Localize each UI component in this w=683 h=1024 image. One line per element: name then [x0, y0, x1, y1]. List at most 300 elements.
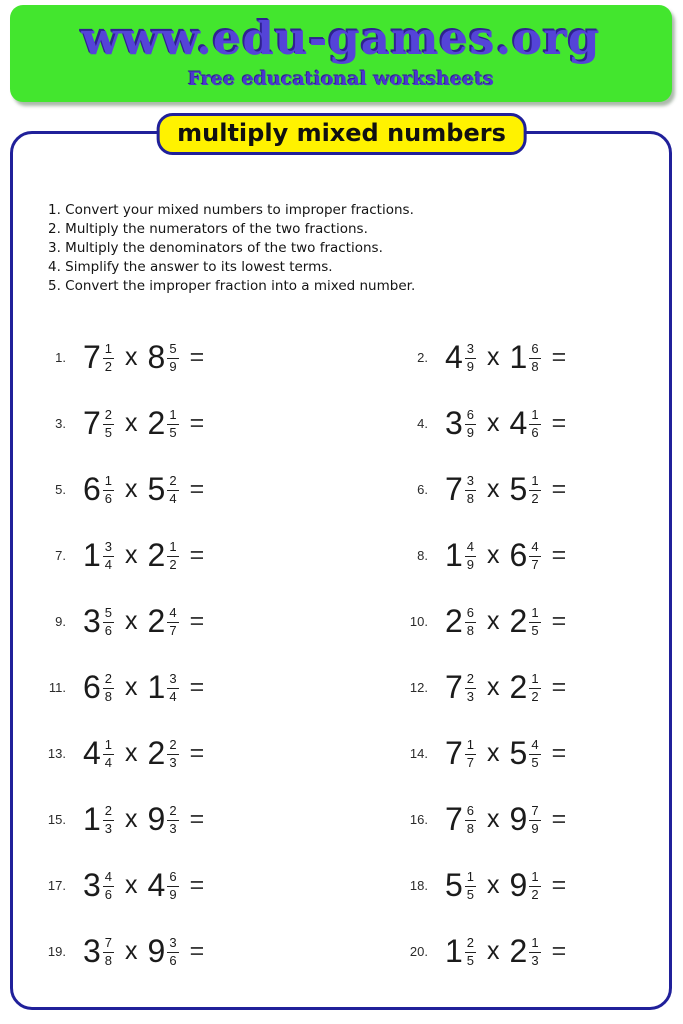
mixed-number-b — [148, 341, 179, 374]
fraction — [167, 408, 178, 441]
fraction — [465, 342, 476, 375]
problem-number: 15. — [47, 811, 66, 827]
problem-expression — [83, 473, 204, 506]
denominator: 2 — [531, 490, 539, 506]
problem-expression — [445, 341, 566, 374]
multiply-sign: x — [487, 540, 500, 569]
numerator: 1 — [103, 474, 114, 491]
problems-grid — [36, 324, 656, 984]
mixed-number-b — [148, 539, 179, 572]
instructions — [48, 201, 415, 296]
fraction — [103, 672, 114, 705]
multiply-sign: x — [125, 738, 138, 767]
multiply-sign: x — [487, 738, 500, 767]
fraction — [465, 804, 476, 837]
mixed-number-a — [83, 935, 114, 968]
mixed-number-a — [83, 869, 114, 902]
worksheet-title: multiply mixed numbers — [156, 113, 527, 155]
mixed-number-b — [510, 605, 541, 638]
fraction — [103, 606, 114, 639]
numerator: 4 — [529, 540, 540, 557]
fraction — [529, 870, 540, 903]
whole-number: 4 — [509, 405, 528, 441]
multiply-sign: x — [125, 672, 138, 701]
numerator: 1 — [167, 540, 178, 557]
problem-number: 16. — [409, 811, 428, 827]
mixed-number-a — [83, 737, 114, 770]
whole-number: 2 — [509, 933, 528, 969]
numerator: 3 — [465, 474, 476, 491]
numerator: 1 — [529, 606, 540, 623]
equals-sign: = — [189, 936, 205, 965]
numerator: 2 — [167, 804, 178, 821]
whole-number: 6 — [509, 537, 528, 573]
numerator: 2 — [167, 738, 178, 755]
fraction — [465, 408, 476, 441]
denominator: 3 — [466, 688, 475, 704]
equals-sign: = — [551, 342, 567, 371]
problem-number: 18. — [409, 877, 428, 893]
mixed-number-b — [510, 539, 541, 572]
mixed-number-a — [445, 935, 476, 968]
fraction — [167, 474, 178, 507]
numerator: 2 — [465, 936, 476, 953]
mixed-number-b — [510, 473, 541, 506]
equals-sign: = — [551, 738, 567, 767]
numerator: 2 — [167, 474, 178, 491]
fraction — [167, 870, 178, 903]
problem-expression — [445, 539, 566, 572]
denominator: 6 — [104, 886, 113, 902]
problem-row — [398, 605, 656, 638]
fraction — [103, 804, 114, 837]
numerator: 5 — [103, 606, 114, 623]
equals-sign: = — [551, 606, 567, 635]
numerator: 1 — [529, 474, 540, 491]
problem-number: 19. — [47, 943, 66, 959]
numerator: 4 — [465, 540, 476, 557]
numerator: 5 — [167, 342, 178, 359]
whole-number: 7 — [445, 471, 463, 507]
denominator: 5 — [104, 424, 113, 440]
whole-number: 2 — [147, 537, 166, 573]
problem-row — [36, 671, 398, 704]
problem-expression — [83, 671, 204, 704]
site-url: www.edu-games.org — [81, 12, 601, 65]
fraction — [103, 936, 114, 969]
denominator: 5 — [531, 754, 539, 770]
problem-number: 6. — [417, 481, 428, 497]
numerator: 1 — [529, 870, 540, 887]
fraction — [167, 342, 178, 375]
mixed-number-a — [445, 869, 476, 902]
fraction — [465, 738, 476, 771]
problem-number: 10. — [409, 613, 428, 629]
mixed-number-a — [83, 341, 114, 374]
fraction — [529, 540, 540, 573]
multiply-sign: x — [487, 870, 500, 899]
mixed-number-a — [445, 737, 476, 770]
denominator: 7 — [466, 754, 475, 770]
problem-expression — [83, 341, 204, 374]
numerator: 2 — [103, 672, 114, 689]
problem-row — [398, 671, 656, 704]
whole-number: 2 — [509, 669, 528, 705]
numerator: 7 — [529, 804, 540, 821]
denominator: 2 — [531, 886, 539, 902]
denominator: 5 — [466, 886, 475, 902]
whole-number: 1 — [445, 537, 463, 573]
whole-number: 2 — [509, 603, 528, 639]
multiply-sign: x — [487, 408, 500, 437]
fraction — [103, 540, 114, 573]
problem-number: 13. — [47, 745, 66, 761]
numerator: 1 — [529, 408, 540, 425]
site-tagline: Free educational worksheets — [187, 68, 494, 90]
whole-number: 7 — [83, 405, 101, 441]
fraction — [529, 606, 540, 639]
numerator: 4 — [167, 606, 178, 623]
denominator: 7 — [169, 622, 177, 638]
numerator: 1 — [103, 738, 114, 755]
fraction — [465, 672, 476, 705]
whole-number: 2 — [147, 405, 166, 441]
numerator: 3 — [167, 672, 178, 689]
mixed-number-b — [510, 341, 541, 374]
whole-number: 9 — [147, 801, 166, 837]
equals-sign: = — [551, 936, 567, 965]
problem-number: 20. — [409, 943, 428, 959]
mixed-number-b — [510, 407, 541, 440]
fraction — [103, 738, 114, 771]
denominator: 4 — [104, 754, 113, 770]
problem-row — [36, 341, 398, 374]
equals-sign: = — [189, 804, 205, 833]
whole-number: 3 — [445, 405, 463, 441]
numerator: 3 — [103, 540, 114, 557]
equals-sign: = — [189, 540, 205, 569]
numerator: 6 — [465, 408, 476, 425]
fraction — [167, 936, 178, 969]
problem-row — [398, 539, 656, 572]
equals-sign: = — [189, 606, 205, 635]
denominator: 9 — [169, 358, 177, 374]
fraction — [465, 870, 476, 903]
mixed-number-a — [445, 605, 476, 638]
problem-number: 1. — [55, 349, 66, 365]
mixed-number-a — [83, 407, 114, 440]
problem-expression — [445, 737, 566, 770]
problem-number: 3. — [55, 415, 66, 431]
numerator: 3 — [465, 342, 476, 359]
fraction — [167, 672, 178, 705]
problem-expression — [445, 407, 566, 440]
whole-number: 5 — [509, 735, 528, 771]
problem-row — [36, 935, 398, 968]
mixed-number-a — [445, 803, 476, 836]
denominator: 8 — [466, 820, 475, 836]
problem-expression — [445, 605, 566, 638]
whole-number: 1 — [509, 339, 528, 375]
whole-number: 5 — [509, 471, 528, 507]
mixed-number-a — [445, 407, 476, 440]
mixed-number-a — [83, 539, 114, 572]
multiply-sign: x — [487, 936, 500, 965]
whole-number: 7 — [445, 801, 463, 837]
mixed-number-b — [510, 671, 541, 704]
fraction — [465, 540, 476, 573]
fraction — [167, 738, 178, 771]
denominator: 3 — [531, 952, 539, 968]
whole-number: 2 — [147, 603, 166, 639]
instruction-line: 5. Convert the improper fraction into a mixed number. — [48, 278, 416, 294]
multiply-sign: x — [125, 408, 138, 437]
problem-expression — [83, 869, 204, 902]
numerator: 1 — [465, 738, 476, 755]
fraction — [167, 606, 178, 639]
problem-row — [36, 605, 398, 638]
problem-row — [398, 869, 656, 902]
fraction — [103, 342, 114, 375]
fraction — [103, 870, 114, 903]
problem-row — [398, 407, 656, 440]
mixed-number-b — [510, 737, 541, 770]
equals-sign: = — [189, 342, 205, 371]
problem-row — [36, 407, 398, 440]
problem-expression — [83, 935, 204, 968]
mixed-number-a — [445, 671, 476, 704]
problem-number: 7. — [55, 547, 66, 563]
whole-number: 5 — [445, 867, 463, 903]
mixed-number-a — [83, 803, 114, 836]
numerator: 6 — [167, 870, 178, 887]
numerator: 1 — [465, 870, 476, 887]
denominator: 6 — [104, 490, 113, 506]
problem-row — [36, 737, 398, 770]
whole-number: 7 — [445, 669, 463, 705]
denominator: 8 — [466, 490, 475, 506]
equals-sign: = — [189, 408, 205, 437]
mixed-number-a — [83, 605, 114, 638]
multiply-sign: x — [125, 804, 138, 833]
whole-number: 3 — [83, 867, 101, 903]
mixed-number-b — [148, 737, 179, 770]
numerator: 4 — [103, 870, 114, 887]
equals-sign: = — [189, 738, 205, 767]
denominator: 5 — [169, 424, 177, 440]
mixed-number-a — [445, 341, 476, 374]
mixed-number-b — [148, 935, 179, 968]
whole-number: 2 — [445, 603, 463, 639]
fraction — [465, 936, 476, 969]
mixed-number-a — [445, 539, 476, 572]
denominator: 4 — [169, 688, 177, 704]
problem-row — [398, 935, 656, 968]
equals-sign: = — [551, 870, 567, 899]
whole-number: 6 — [83, 669, 101, 705]
multiply-sign: x — [125, 540, 138, 569]
equals-sign: = — [551, 474, 567, 503]
fraction — [529, 408, 540, 441]
fraction — [465, 606, 476, 639]
whole-number: 4 — [445, 339, 463, 375]
whole-number: 1 — [147, 669, 166, 705]
problem-number: 14. — [409, 745, 428, 761]
denominator: 8 — [531, 358, 539, 374]
numerator: 6 — [529, 342, 540, 359]
multiply-sign: x — [125, 870, 138, 899]
problem-expression — [445, 869, 566, 902]
fraction — [103, 408, 114, 441]
mixed-number-a — [445, 473, 476, 506]
mixed-number-b — [148, 671, 179, 704]
problem-row — [398, 341, 656, 374]
multiply-sign: x — [487, 672, 500, 701]
fraction — [529, 672, 540, 705]
problem-expression — [83, 539, 204, 572]
denominator: 4 — [104, 556, 113, 572]
multiply-sign: x — [487, 804, 500, 833]
denominator: 9 — [466, 556, 475, 572]
whole-number: 9 — [509, 801, 528, 837]
multiply-sign: x — [125, 474, 138, 503]
numerator: 2 — [465, 672, 476, 689]
numerator: 2 — [103, 804, 114, 821]
numerator: 1 — [103, 342, 114, 359]
denominator: 8 — [466, 622, 475, 638]
denominator: 2 — [169, 556, 177, 572]
problem-row — [36, 473, 398, 506]
denominator: 2 — [531, 688, 539, 704]
fraction — [529, 804, 540, 837]
whole-number: 6 — [83, 471, 101, 507]
mixed-number-b — [510, 869, 541, 902]
problem-expression — [83, 407, 204, 440]
whole-number: 3 — [83, 603, 101, 639]
problem-expression — [445, 671, 566, 704]
problem-number: 2. — [417, 349, 428, 365]
fraction — [167, 804, 178, 837]
multiply-sign: x — [125, 936, 138, 965]
mixed-number-b — [148, 605, 179, 638]
multiply-sign: x — [487, 342, 500, 371]
fraction — [103, 474, 114, 507]
multiply-sign: x — [487, 474, 500, 503]
instruction-line: 4. Simplify the answer to its lowest terms. — [48, 259, 333, 275]
problem-number: 12. — [409, 679, 428, 695]
problem-row — [398, 473, 656, 506]
problem-number: 11. — [48, 679, 66, 695]
mixed-number-b — [148, 473, 179, 506]
numerator: 3 — [167, 936, 178, 953]
instruction-line: 2. Multiply the numerators of the two fractions. — [48, 221, 368, 237]
problem-expression — [445, 803, 566, 836]
mixed-number-a — [83, 671, 114, 704]
denominator: 5 — [466, 952, 475, 968]
problem-row — [36, 803, 398, 836]
site-banner — [10, 5, 672, 102]
equals-sign: = — [551, 672, 567, 701]
whole-number: 7 — [445, 735, 463, 771]
problem-row — [36, 869, 398, 902]
multiply-sign: x — [487, 606, 500, 635]
numerator: 4 — [529, 738, 540, 755]
fraction — [529, 474, 540, 507]
fraction — [167, 540, 178, 573]
denominator: 7 — [531, 556, 539, 572]
mixed-number-a — [83, 473, 114, 506]
denominator: 9 — [466, 358, 475, 374]
problem-expression — [83, 605, 204, 638]
denominator: 3 — [169, 754, 177, 770]
whole-number: 9 — [147, 933, 166, 969]
numerator: 6 — [465, 804, 476, 821]
fraction — [465, 474, 476, 507]
equals-sign: = — [189, 672, 205, 701]
problem-expression — [83, 737, 204, 770]
denominator: 9 — [466, 424, 475, 440]
fraction — [529, 936, 540, 969]
problem-row — [36, 539, 398, 572]
mixed-number-b — [148, 869, 179, 902]
denominator: 2 — [104, 358, 113, 374]
problem-expression — [445, 935, 566, 968]
mixed-number-b — [510, 935, 541, 968]
whole-number: 1 — [445, 933, 463, 969]
whole-number: 8 — [147, 339, 166, 375]
whole-number: 2 — [147, 735, 166, 771]
mixed-number-b — [510, 803, 541, 836]
mixed-number-b — [148, 407, 179, 440]
problem-expression — [83, 803, 204, 836]
denominator: 8 — [104, 688, 113, 704]
denominator: 3 — [104, 820, 113, 836]
denominator: 9 — [531, 820, 539, 836]
whole-number: 4 — [147, 867, 166, 903]
numerator: 2 — [103, 408, 114, 425]
equals-sign: = — [551, 804, 567, 833]
equals-sign: = — [189, 870, 205, 899]
denominator: 8 — [104, 952, 113, 968]
instruction-line: 1. Convert your mixed numbers to improper fractions. — [48, 202, 414, 218]
problem-row — [398, 737, 656, 770]
whole-number: 1 — [83, 801, 101, 837]
denominator: 4 — [169, 490, 177, 506]
denominator: 6 — [104, 622, 113, 638]
multiply-sign: x — [125, 606, 138, 635]
problem-expression — [445, 473, 566, 506]
numerator: 1 — [167, 408, 178, 425]
denominator: 5 — [531, 622, 539, 638]
equals-sign: = — [189, 474, 205, 503]
mixed-number-b — [148, 803, 179, 836]
whole-number: 1 — [83, 537, 101, 573]
numerator: 1 — [529, 672, 540, 689]
whole-number: 5 — [147, 471, 166, 507]
multiply-sign: x — [125, 342, 138, 371]
fraction — [529, 738, 540, 771]
numerator: 7 — [103, 936, 114, 953]
whole-number: 7 — [83, 339, 101, 375]
problem-number: 9. — [55, 613, 66, 629]
denominator: 9 — [169, 886, 177, 902]
whole-number: 9 — [509, 867, 528, 903]
equals-sign: = — [551, 408, 567, 437]
problem-number: 5. — [55, 481, 66, 497]
denominator: 6 — [531, 424, 539, 440]
problem-row — [398, 803, 656, 836]
numerator: 1 — [529, 936, 540, 953]
